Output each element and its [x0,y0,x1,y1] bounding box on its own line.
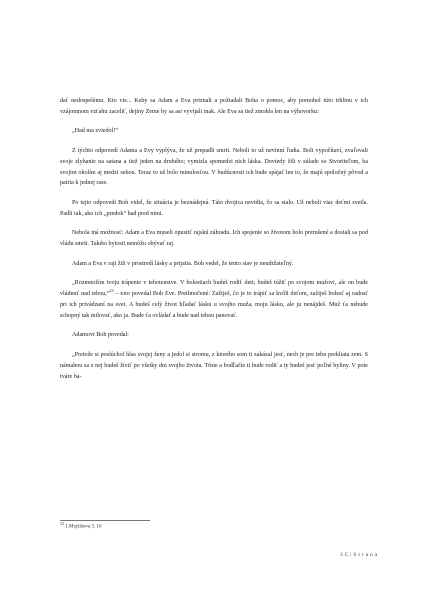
footnote-text: 1.Mojžišova 3, 16 [64,524,102,530]
paragraph: Po tejto odpovedi Boh videl, že situácia je beznádejná. Táto dvojica nevidia, čo sa stalo. Už neboli viac deťmi svetla. Padli tak, ako ich „predok“ had pred nimi. [60,199,368,217]
quote-text: „Rozmnožím tvoju trápenie v tehotenstve. V bolestiach budeš rodiť deti; budeš túžiť po svojom mužovi, ale on bude vládnuť nad tebou,“ [60,280,368,298]
paragraph: Adamovi Boh povedal: [72,332,129,339]
body-text [60,96,368,382]
paragraph: Z týchto odpovedí Adama a Evy vyplýva, že už prepadli smrti. Neboli to už nevinní ľudia. Boli vypočítaví, zvaľovali svoje zlyhanie na satana a tiež jeden na druhého; vymizla spomedzi nich láska. Dovtedy žili v súlade so Stvoriteľom, ba svojim okolím aj medzi sebou. Teraz to už bolo minulosťou. V budúcnosti ich bude spájať len to, že majú spoločný pôvod a patria k jednej rase. [60,147,368,187]
quote-paragraph: „Had ma zviedol!“ [72,128,119,135]
footnote [60,521,102,530]
paragraph: dať nedospelému. Kto vie... Keby sa Adam a Eva priznali a požiadali Boha o pomoc, aby pomohol túto trhlinu v ich vzájomnom vzťahu zaceliť, dejiny Zeme by sa asi vyvíjali inak. Ale Eva sa tiež zmohla len na výhovorku: [60,98,368,115]
paragraph-continuation: – toto povedal Boh Eve. Pretlmočené: Zažiješ, čo je to trápiť sa kvôli deťom, zažiješ bolesť aj radosť pri ich privádzaní na svet. A budeš celý život hľadať lásku u svojho muža, moju lásku, ale ju nenájdeš. Muž ťa nebude schopný tak milovať, ako ja. Bude ťa ovládať a bude nad tebou panovať. [60,291,368,319]
paragraph: Nebola iná možnosť: Adam a Eva museli opustiť rajskú záhradu. Ich spojenie so životom bolo prerušené a dostali sa pod vládu smrti. Takéto bytosti nemôžu obývať raj. [60,230,368,248]
footnote-divider [60,520,150,521]
footnote-marker: 23 [60,521,64,526]
footnote-reference[interactable]: 23 [109,288,114,294]
quote-paragraph [60,278,368,321]
page-number: 3 C | S t r a n a [340,552,378,558]
paragraph: Adam a Eva v raji žili v prostredí lásky a prijatia. Boh vedel, že tento stav je neudržateľný. [72,260,294,267]
quote-paragraph: „Pretože si poslúchol hlas svojej ženy a jedol si stromu, z ktorého som ti zakázal jesť, nech je pre tebu prekliata zem. S námahou sa z nej budeš živiť po všetky dni svojho života. Tŕnie a bodľačie ti bude rodiť a ty budeš jesť poľné byliny. V pote tváre ba- [60,351,368,380]
